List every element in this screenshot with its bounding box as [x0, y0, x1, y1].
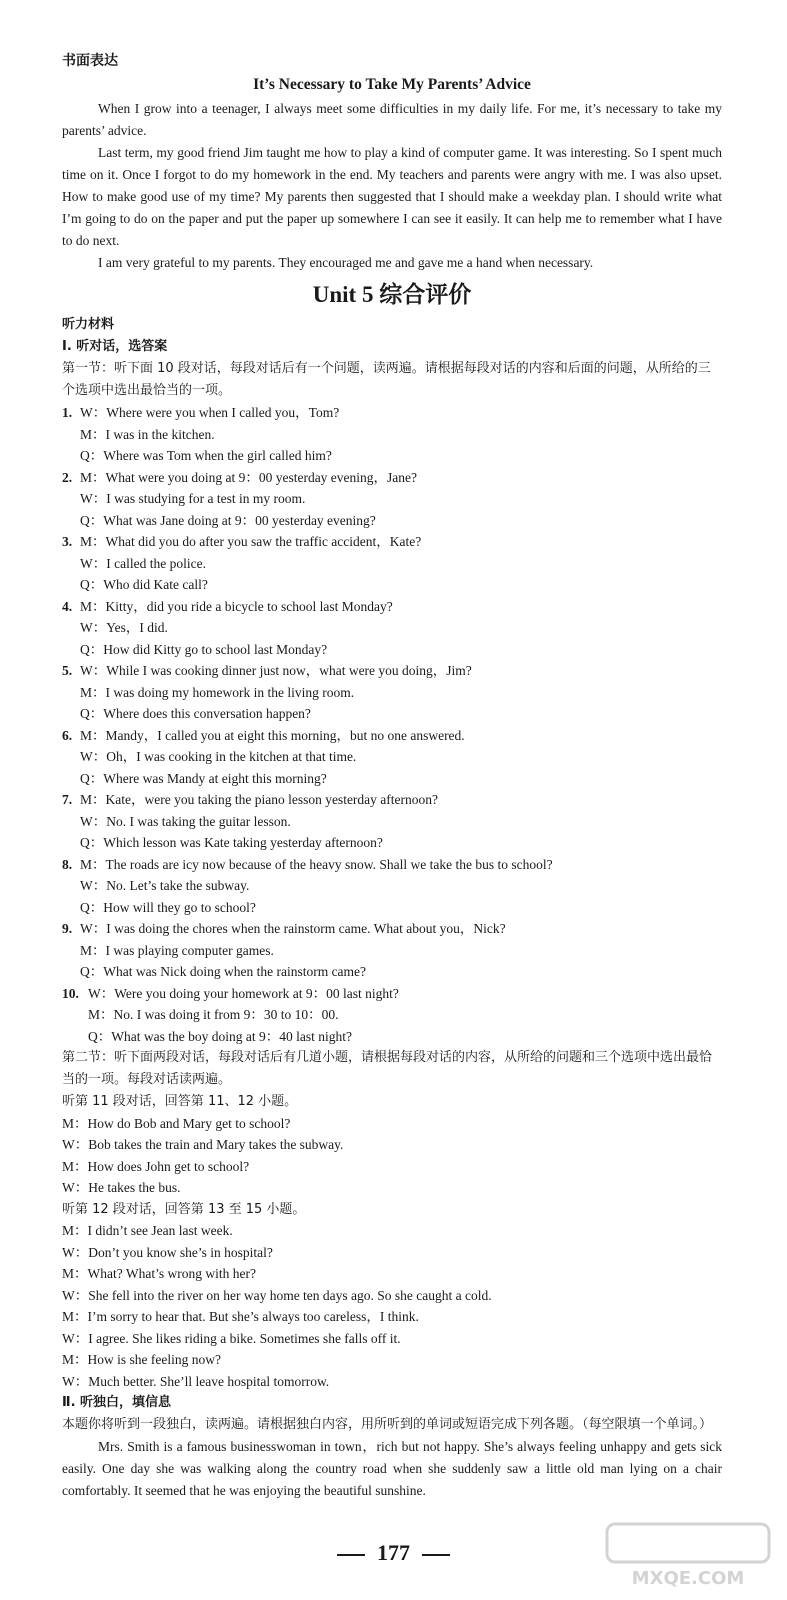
watermark-text: MXQE.COM [631, 1568, 745, 1589]
essay-paragraph-3: I am very grateful to my parents. They encouraged me and gave me a hand when necessary. [98, 255, 594, 270]
dialogue-list [62, 402, 722, 1047]
monologue-passage: Mrs. Smith is a famous businesswoman in town，rich but not happy. She’s always feeling unhappy and gets sick easily. One day she was walking along the country road when she suddenly saw a little old man lying on a chair comfortably. It seemed that he was enjoying the beautiful sunshine. [62, 1439, 722, 1498]
dialogue-6 [62, 725, 722, 790]
part2-instructions: 本题你将听到一段独白，读两遍。请根据独白内容，用所听到的单词或短语完成下列各题。（每空限填一个单词。） [62, 1417, 713, 1432]
dialogue-number: 3. [62, 534, 73, 549]
dialogue-line: W：Bob takes the train and Mary takes the subway. [62, 1137, 344, 1152]
dialogue-line: M：I was doing my homework in the living room. [80, 684, 355, 700]
dialogue-question: Q：What was Nick doing when the rainstorm came? [80, 964, 367, 979]
dialogue-question: Q：Which lesson was Kate taking yesterday afternoon? [80, 835, 383, 850]
dialogue-line: M：I’m sorry to hear that. But she’s always too careless，I think. [62, 1309, 419, 1324]
dialogue-line: W：I was studying for a test in my room. [80, 491, 306, 506]
dialogue-number: 9. [62, 921, 73, 936]
dialogue-line: M：Mandy，I called you at eight this morning，but no one answered. [80, 727, 465, 743]
dialogue-9 [62, 918, 722, 983]
dialogue-question: Q：What was the boy doing at 9：40 last night? [88, 1028, 352, 1044]
dialogue-line: W：I agree. She likes riding a bike. Sometimes she falls off it. [62, 1330, 401, 1346]
dialogue-question: Q：What was Jane doing at 9：00 yesterday evening? [80, 512, 376, 528]
dialogue-line: W：Yes，I did. [80, 620, 168, 635]
dialogue-number: 8. [62, 856, 73, 872]
dialogue-line: M：I was playing computer games. [80, 942, 274, 958]
essay-paragraph-2: Last term, my good friend Jim taught me how to play a kind of computer game. It was interesting. So I spent much time on it. Once I forgot to do my homework in the end. My teachers and parents were angry with me. I was also upset. How to make good use of my time? My parents then suggested that I should make a weekday plan. I should write what I’m going to do on the paper and put the paper up somewhere I can see it easily. It can help me to remember what I have to do next. [62, 145, 722, 248]
dialogue-question: Q：Where was Mandy at eight this morning? [80, 770, 327, 786]
dialogue-number: 2. [62, 469, 73, 485]
dialogue-line: W：Where were you when I called you，Tom? [80, 405, 340, 420]
dialogue-2 [62, 467, 722, 532]
dialogue-line: M：How is she feeling now? [62, 1352, 221, 1367]
dialogue-line: W：Were you doing your homework at 9：00 last night? [88, 985, 399, 1001]
dialogue-number: 7. [62, 792, 73, 807]
dialogue-line: W：She fell into the river on her way home ten days ago. So she caught a cold. [62, 1287, 492, 1303]
dialogue-line: M：I was in the kitchen. [80, 426, 215, 442]
dialogue-number: 5. [62, 663, 73, 678]
dialogue-line: M：Kate，were you taking the piano lesson yesterday afternoon? [80, 792, 439, 807]
dialogue-8 [62, 854, 722, 919]
dialogue-line: M：How does John get to school? [62, 1158, 250, 1174]
dialogue-number: 4. [62, 598, 73, 614]
dialogue-line: W：No. Let’s take the subway. [80, 878, 250, 893]
dialogue-7 [62, 789, 722, 854]
listening-heading: 听力材料 [62, 317, 115, 332]
dialogue-line: M：Kitty，did you ride a bicycle to school last Monday? [80, 598, 393, 614]
unit-title: Unit 5 综合评价 [312, 282, 472, 307]
part1-heading: Ⅰ. 听对话，选答案 [62, 339, 168, 354]
part2-heading: Ⅱ. 听独白，填信息 [62, 1395, 172, 1410]
dialogue-12 [62, 1220, 722, 1392]
dialogue-line: W：No. I was taking the guitar lesson. [80, 813, 291, 829]
dialogue-11 [62, 1113, 722, 1199]
page-number-dash-left [337, 1554, 365, 1556]
section2-instructions: 第二节：听下面两段对话，每段对话后有几道小题，请根据每段对话的内容，从所给的问题和三个选项中选出最恰当的一项。每段对话读两遍。 [62, 1050, 713, 1087]
dialogue-3 [62, 531, 722, 596]
dialogue-question: Q：How did Kitty go to school last Monday? [80, 641, 328, 657]
dialogue-line: W：Don’t you know she’s in hospital? [62, 1244, 273, 1260]
dialogue-line: M：The roads are icy now because of the heavy snow. Shall we take the bus to school? [80, 856, 553, 872]
dialogue-line: W：While I was cooking dinner just now，what were you doing，Jim? [80, 663, 472, 678]
dialogue-line: M：How do Bob and Mary get to school? [62, 1115, 291, 1131]
page-content [62, 50, 722, 1502]
writing-section-heading: 书面表达 [62, 53, 118, 69]
page-number-text: 177 [377, 1540, 410, 1565]
dialogue-number: 10. [62, 985, 79, 1001]
watermark-logo [603, 1520, 773, 1592]
dialogue-line: W：I was doing the chores when the rainstorm came. What about you，Nick? [80, 921, 506, 936]
dialogue-11-intro: 听第 11 段对话，回答第 11、12 小题。 [62, 1094, 298, 1109]
dialogue-4 [62, 596, 722, 661]
dialogue-line: M：No. I was doing it from 9：30 to 10：00. [88, 1007, 339, 1022]
dialogue-10 [62, 983, 722, 1048]
dialogue-line: W：He takes the bus. [62, 1180, 181, 1195]
dialogue-12-intro: 听第 12 段对话，回答第 13 至 15 小题。 [62, 1201, 306, 1217]
dialogue-question: Q：Who did Kate call? [80, 577, 208, 592]
dialogue-line: M：I didn’t see Jean last week. [62, 1223, 233, 1238]
dialogue-line: W：Much better. She’ll leave hospital tomorrow. [62, 1373, 330, 1389]
dialogue-line: W：Oh，I was cooking in the kitchen at that time. [80, 749, 357, 764]
dialogue-line: W：I called the police. [80, 555, 206, 571]
dialogue-line: M：What? What’s wrong with her? [62, 1266, 256, 1281]
essay-title: It’s Necessary to Take My Parents’ Advice [253, 76, 531, 93]
dialogue-5 [62, 660, 722, 725]
dialogue-question: Q：Where does this conversation happen? [80, 706, 311, 721]
section1-instructions: 第一节：听下面 10 段对话，每段对话后有一个问题，读两遍。请根据每段对话的内容和后面的问题，从所给的三个选项中选出最恰当的一项。 [62, 361, 711, 398]
dialogue-number: 1. [62, 405, 73, 420]
essay-paragraph-1: When I grow into a teenager, I always meet some difficulties in my daily life. For me, it’s necessary to take my parents’ advice. [62, 101, 722, 138]
page-number-dash-right [422, 1554, 450, 1556]
dialogue-1 [62, 402, 722, 467]
dialogue-line: M：What were you doing at 9：00 yesterday evening，Jane? [80, 469, 418, 485]
dialogue-number: 6. [62, 727, 73, 743]
dialogue-line: M：What did you do after you saw the traffic accident，Kate? [80, 534, 422, 549]
dialogue-question: Q：Where was Tom when the girl called him? [80, 448, 332, 463]
dialogue-question: Q：How will they go to school? [80, 899, 256, 915]
